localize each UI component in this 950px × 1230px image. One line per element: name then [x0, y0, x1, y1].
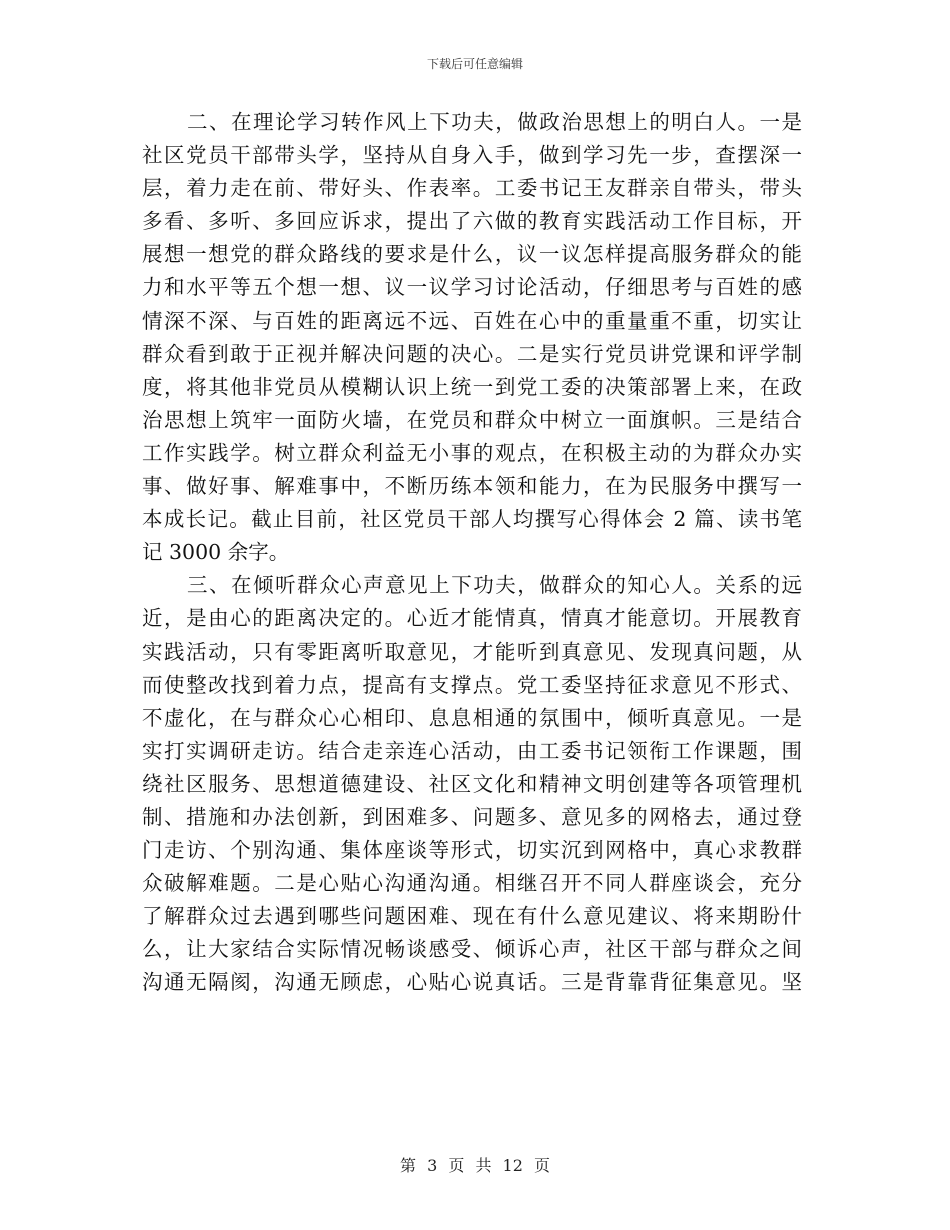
- paragraph-line: 治思想上筑牢一面防火墙，在党员和群众中树立一面旗帜。三是结合: [142, 407, 802, 432]
- paragraph-line: 力和水平等五个想一想、议一议学习讨论活动，仔细思考与百姓的感: [142, 275, 802, 300]
- paragraph-line: 记 3000 余字。: [142, 540, 290, 565]
- paragraph-line: 而使整改找到着力点，提高有支撑点。党工委坚持征求意见不形式、: [142, 672, 802, 697]
- paragraph-line: 展想一想党的群众路线的要求是什么，议一议怎样提高服务群众的能: [142, 242, 802, 267]
- paragraph-line: 制、措施和办法创新，到困难多、问题多、意见多的网格去，通过登: [142, 804, 802, 829]
- paragraph-line: 么，让大家结合实际情况畅谈感受、倾诉心声，社区干部与群众之间: [142, 937, 802, 962]
- paragraph-line: 群众看到敢于正视并解决问题的决心。二是实行党员讲党课和评学制: [142, 341, 802, 366]
- paragraph-line: 实践活动，只有零距离听取意见，才能听到真意见、发现真问题，从: [142, 639, 802, 664]
- paragraph-line: 本成长记。截止目前，社区党员干部人均撰写心得体会 2 篇、读书笔: [142, 507, 802, 532]
- paragraph-line: 社区党员干部带头学，坚持从自身入手，做到学习先一步，查摆深一: [142, 143, 802, 168]
- paragraph-line: 绕社区服务、思想道德建设、社区文化和精神文明创建等各项管理机: [142, 771, 802, 796]
- paragraph-line: 近，是由心的距离决定的。心近才能情真，情真才能意切。开展教育: [142, 606, 802, 631]
- paragraph-line: 情深不深、与百姓的距离远不远、百姓在心中的重量重不重，切实让: [142, 308, 802, 333]
- paragraph-line: 度，将其他非党员从模糊认识上统一到党工委的决策部署上来，在政: [142, 374, 802, 399]
- paragraph-line: 事、做好事、解难事中，不断历练本领和能力，在为民服务中撰写一: [142, 474, 802, 499]
- paragraph-line: 了解群众过去遇到哪些问题困难、现在有什么意见建议、将来期盼什: [142, 904, 802, 929]
- paragraph-line: 二、在理论学习转作风上下功夫，做政治思想上的明白人。一是: [187, 110, 802, 134]
- paragraph-line: 众破解难题。二是心贴心沟通沟通。相继召开不同人群座谈会，充分: [142, 871, 802, 896]
- paragraph-line: 层，着力走在前、带好头、作表率。工委书记王友群亲自带头，带头: [142, 176, 802, 201]
- paragraph-line: 工作实践学。树立群众利益无小事的观点，在积极主动的为群众办实: [142, 440, 802, 465]
- paragraph-line: 多看、多听、多回应诉求，提出了六做的教育实践活动工作目标，开: [142, 209, 802, 234]
- paragraph-line: 三、在倾听群众心声意见上下功夫，做群众的知心人。关系的远: [187, 573, 802, 598]
- paragraph-line: 实打实调研走访。结合走亲连心活动，由工委书记领衔工作课题，围: [142, 738, 802, 763]
- paragraph-line: 不虚化，在与群众心心相印、息息相通的氛围中，倾听真意见。一是: [142, 705, 802, 730]
- paragraph-line: 门走访、个别沟通、集体座谈等形式，切实沉到网格中，真心求教群: [142, 838, 802, 863]
- paragraph-line: 沟通无隔阂，沟通无顾虑，心贴心说真话。三是背靠背征集意见。坚: [142, 970, 802, 995]
- page-header: 下载后可任意编辑: [426, 57, 523, 71]
- document-body: [142, 106, 802, 1000]
- page-footer: 第 3 页 共 12 页: [400, 1156, 550, 1175]
